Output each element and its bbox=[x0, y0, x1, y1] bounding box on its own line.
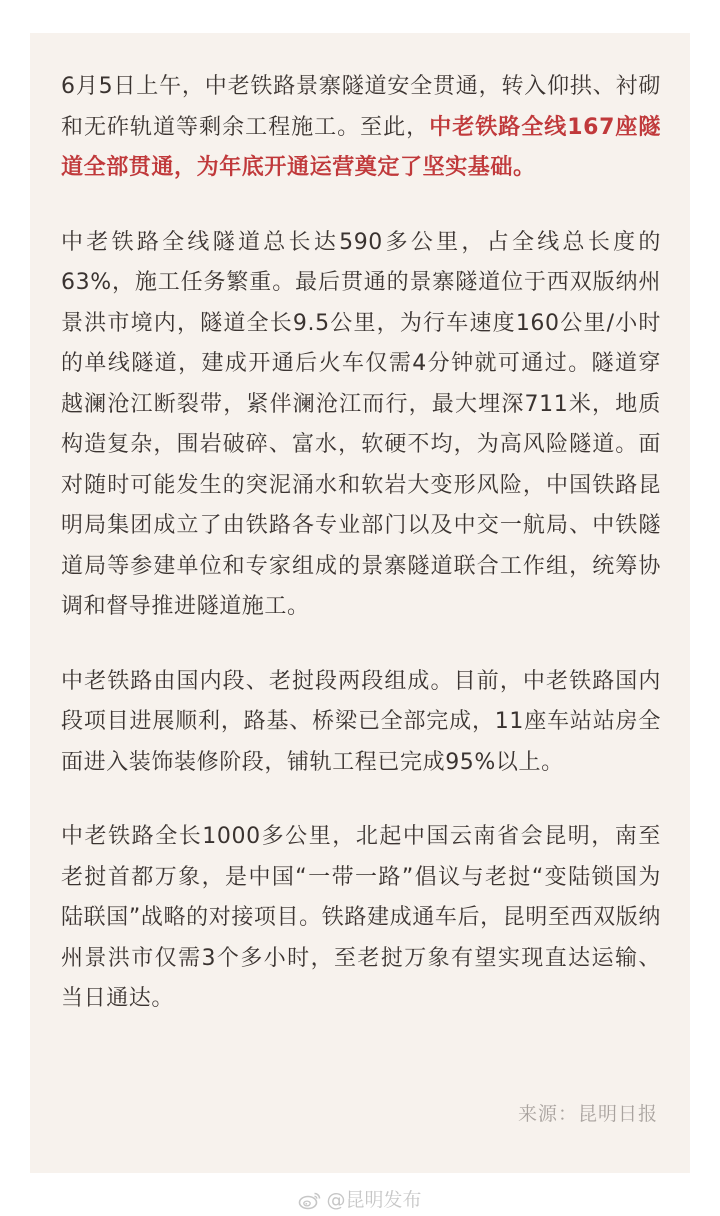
paragraph-3: 中老铁路由国内段、老挝段两段组成。目前，中老铁路国内段项目进展顺利，路基、桥梁已全部完成，11座车站站房全面进入装饰装修阶段，铺轨工程已完成95%以上。 bbox=[61, 668, 661, 775]
source-credit: 来源：昆明日报 bbox=[517, 1103, 658, 1125]
paragraph-1 bbox=[61, 67, 661, 189]
article-body bbox=[61, 67, 661, 1054]
paragraph-1-highlight: 中老铁路全线167座隧道全部贯通，为年底开通运营奠定了坚实基础。 bbox=[61, 114, 661, 180]
weibo-icon bbox=[298, 1190, 322, 1215]
article-card bbox=[30, 33, 690, 1173]
paragraph-4: 中老铁路全长1000多公里，北起中国云南省会昆明，南至老挝首都万象，是中国“一带一路”倡议与老挝“变陆锁国为陆联国”战略的对接项目。铁路建成通车后，昆明至西双版纳州景洪市仅需3个多小时，至老挝万象有望实现直达运输、当日通达。 bbox=[61, 824, 661, 1011]
watermark-text: @昆明发布 bbox=[326, 1189, 422, 1211]
watermark bbox=[0, 1185, 720, 1215]
paragraph-1-lead: 6月5日上午，中老铁路景寨隧道安全贯通，转入仰拱、衬砌和无砟轨道等剩余工程施工。至此， bbox=[61, 74, 661, 140]
paragraph-2: 中老铁路全线隧道总长达590多公里，占全线总长度的63%，施工任务繁重。最后贯通的景寨隧道位于西双版纳州景洪市境内，隧道全长9.5公里，为行车速度160公里/小时的单线隧道，建成开通后火车仅需4分钟就可通过。隧道穿越澜沧江断裂带，紧伴澜沧江而行，最大埋深711米，地质构造复杂，围岩破碎、富水，软硬不均，为高风险隧道。面对随时可能发生的突泥涌水和软岩大变形风险，中国铁路昆明局集团成立了由铁路各专业部门以及中交一航局、中铁隧道局等参建单位和专家组成的景寨隧道联合工作组，统筹协调和督导推进隧道施工。 bbox=[61, 229, 661, 619]
